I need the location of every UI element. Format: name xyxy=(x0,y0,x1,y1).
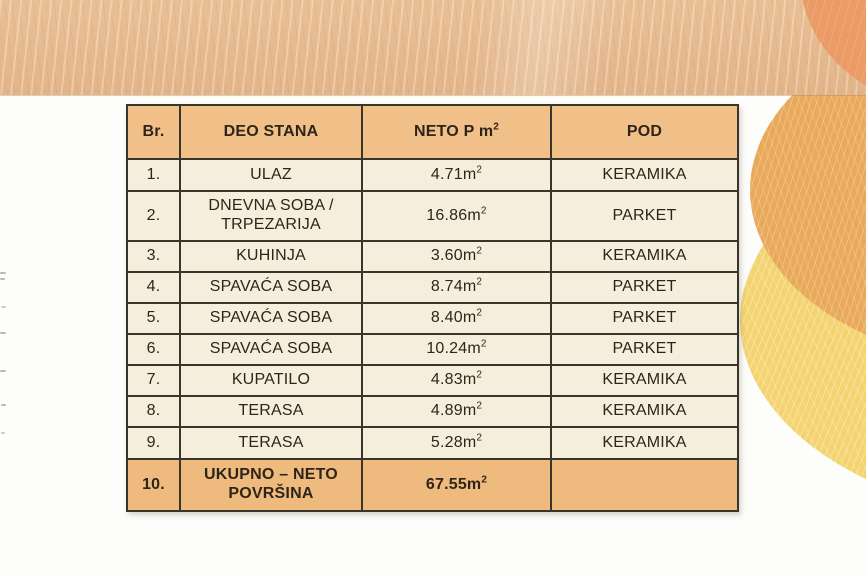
cell-area-value: 4.83m xyxy=(430,371,477,389)
header-row xyxy=(127,105,738,159)
cell-area xyxy=(362,459,551,511)
left-margin-mark xyxy=(0,332,6,334)
table-row xyxy=(127,365,738,396)
cell-room: KUPATILO xyxy=(180,365,362,396)
header-floor: POD xyxy=(551,105,738,159)
cell-room: DNEVNA SOBA / TRPEZARIJA xyxy=(180,191,362,241)
cell-area-superscript: 2 xyxy=(476,164,483,176)
left-margin-marks xyxy=(0,260,10,450)
cell-area-superscript: 2 xyxy=(476,276,483,288)
cell-area-value: 4.89m xyxy=(430,402,477,420)
table-row xyxy=(127,303,738,334)
cell-number: 2. xyxy=(127,191,180,241)
cell-number: 9. xyxy=(127,427,180,459)
header-number: Br. xyxy=(127,105,180,159)
left-margin-mark xyxy=(1,432,5,434)
left-margin-mark xyxy=(0,278,5,280)
cell-room: SPAVAĆA SOBA xyxy=(180,334,362,365)
cell-area-value: 4.71m xyxy=(430,165,477,183)
cell-room: SPAVAĆA SOBA xyxy=(180,303,362,334)
table-row xyxy=(127,427,738,459)
left-margin-mark xyxy=(0,370,6,372)
table-row xyxy=(127,459,738,511)
cell-floor: PARKET xyxy=(551,334,738,365)
cell-area xyxy=(362,334,551,365)
header-net-area-label: NETO P m xyxy=(413,122,494,140)
cell-room: SPAVAĆA SOBA xyxy=(180,272,362,303)
cell-area-superscript: 2 xyxy=(476,432,483,444)
cell-number: 6. xyxy=(127,334,180,365)
cell-floor: PARKET xyxy=(551,191,738,241)
cell-area xyxy=(362,159,551,191)
cell-floor: KERAMIKA xyxy=(551,159,738,191)
cell-area xyxy=(362,427,551,459)
cell-area-value: 10.24m xyxy=(426,340,481,358)
cell-number: 8. xyxy=(127,396,180,427)
cell-area xyxy=(362,241,551,272)
table-row xyxy=(127,272,738,303)
cell-area-superscript: 2 xyxy=(476,400,483,412)
cell-area-value: 67.55m xyxy=(425,475,482,493)
cell-area xyxy=(362,303,551,334)
table-row xyxy=(127,334,738,365)
wood-texture-band xyxy=(0,0,866,95)
cell-area xyxy=(362,365,551,396)
cell-area xyxy=(362,191,551,241)
cell-area-value: 8.74m xyxy=(430,278,477,296)
header-room: DEO STANA xyxy=(180,105,362,159)
left-margin-mark xyxy=(0,272,6,274)
left-margin-mark xyxy=(1,404,6,406)
cell-area-superscript: 2 xyxy=(476,369,483,381)
cell-number: 5. xyxy=(127,303,180,334)
cell-room: KUHINJA xyxy=(180,241,362,272)
apartment-area-table xyxy=(126,104,739,512)
cell-floor: PARKET xyxy=(551,303,738,334)
cell-room: TERASA xyxy=(180,396,362,427)
cell-number: 10. xyxy=(127,459,180,511)
cell-floor: KERAMIKA xyxy=(551,427,738,459)
cell-room: ULAZ xyxy=(180,159,362,191)
cell-number: 3. xyxy=(127,241,180,272)
cell-floor: KERAMIKA xyxy=(551,241,738,272)
header-net-area xyxy=(362,105,551,159)
cell-floor: KERAMIKA xyxy=(551,365,738,396)
cell-area-value: 8.40m xyxy=(430,309,477,327)
cell-floor: PARKET xyxy=(551,272,738,303)
cell-area-superscript: 2 xyxy=(481,474,488,486)
cell-room: TERASA xyxy=(180,427,362,459)
table-row xyxy=(127,191,738,241)
cell-area-value: 16.86m xyxy=(426,206,481,224)
cell-floor xyxy=(551,459,738,511)
cell-number: 4. xyxy=(127,272,180,303)
cell-area-superscript: 2 xyxy=(480,338,487,350)
cell-area xyxy=(362,396,551,427)
table-row xyxy=(127,396,738,427)
table-row xyxy=(127,159,738,191)
cell-area xyxy=(362,272,551,303)
cell-area-superscript: 2 xyxy=(476,307,483,319)
header-net-area-superscript: 2 xyxy=(493,121,500,133)
cell-floor: KERAMIKA xyxy=(551,396,738,427)
cell-area-value: 3.60m xyxy=(430,247,477,265)
cell-area-superscript: 2 xyxy=(480,205,487,217)
area-table-wrapper xyxy=(126,104,739,512)
left-margin-mark xyxy=(1,306,6,308)
table-row xyxy=(127,241,738,272)
cell-area-value: 5.28m xyxy=(430,433,477,451)
cell-area-superscript: 2 xyxy=(476,245,483,257)
cell-number: 1. xyxy=(127,159,180,191)
cell-number: 7. xyxy=(127,365,180,396)
cell-room: UKUPNO – NETO POVRŠINA xyxy=(180,459,362,511)
